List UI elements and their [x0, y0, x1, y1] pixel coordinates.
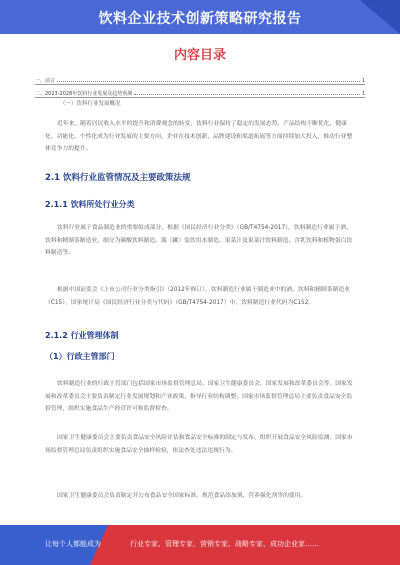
industry-classification-paragraph: 饮料行业属于食品制造业的重要组成部分。根据《国民经济行业分类》（GB/T4754-2017），饮料制造行业属于酒、饮料和精制茶制造业，细分为碳酸饮料制造、瓶（罐）装饮用水制造、果菜汁及果菜汁饮料制造、含乳饮料和植物蛋白饮料制造等。	[45, 225, 353, 256]
toc-leader-dots	[57, 81, 360, 82]
admin-authority-paragraph: 饮料制造行业的行政主管部门包括国家市场监督管理总局、国家卫生健康委员会、国家发展和改革委员会等。国家发展和改革委员会主要负责制定行业发展规划和产业政策，指导行业结构调整；国家市场监督管理总局主要负责食品安全监督管理，组织实施食品生产经营许可和监督检查。	[45, 381, 353, 412]
toc-item[interactable]	[35, 85, 365, 98]
sub-heading-overview: （一）饮料行业发展概况	[60, 101, 121, 107]
toc-item[interactable]	[35, 72, 365, 85]
toc-item-page: 1	[361, 78, 365, 84]
toc-item-label: 一、前言	[35, 78, 56, 84]
toc-title: 内容目录	[173, 48, 226, 63]
section-heading-2-1: 2.1 饮料行业监管情况及主要政策法规	[45, 173, 191, 183]
table-of-contents	[35, 72, 365, 98]
section-heading-2-1-2: 2.1.2 行业管理体制	[45, 331, 119, 340]
toc-item-page: 1	[361, 91, 365, 97]
toc-leader-dots	[134, 94, 360, 95]
report-title: 饮料企业技术创新策略研究报告	[98, 11, 302, 27]
health-commission-paragraph: 国家卫生健康委员会主要负责食品安全风险评估和食品安全标准的制定与发布，组织开展食品安全风险监测；国家市场监督管理总局负责组织实施食品安全抽样检验，依法查处违法违规行为。	[45, 435, 353, 454]
intro-paragraph: 近年来，随着居民收入水平的提升和消费观念的转变，饮料行业保持了稳定的发展态势。产品结构不断优化，健康化、功能化、个性化成为行业发展的主要方向，企业在技术创新、品牌建设和渠道拓展等方面持续加大投入，推动行业整体竞争力的提升。	[45, 121, 353, 152]
report-header	[0, 0, 400, 34]
toc-item-label: 二、2023-2028年饮料行业发展及趋势预测	[35, 91, 133, 97]
section-heading-2-1-1: 2.1.1 饮料所处行业分类	[45, 200, 135, 209]
csrc-classification-paragraph: 根据中国证监会《上市公司行业分类指引》（2012年修订），饮料制造行业属于制造业中的酒、饮料和精制茶制造业（C15），国家统计局《国民经济行业分类与代码》（GB/T4754-2017）中，饮料制造行业代码为C152。	[45, 287, 351, 306]
footer-banner	[0, 525, 400, 565]
standards-paragraph: 国家卫生健康委员会负责制定并公布食品安全国家标准，规范食品添加剂、营养强化剂等的使用。	[57, 493, 307, 499]
sub-heading-admin-authority: （1）行政主管部门	[45, 352, 115, 361]
footer-slogan-left: 让每个人都能成为	[45, 540, 101, 548]
footer-slogan-right: 行业专家、管理专家、营销专家、战略专家、成功企业家……	[130, 540, 319, 548]
